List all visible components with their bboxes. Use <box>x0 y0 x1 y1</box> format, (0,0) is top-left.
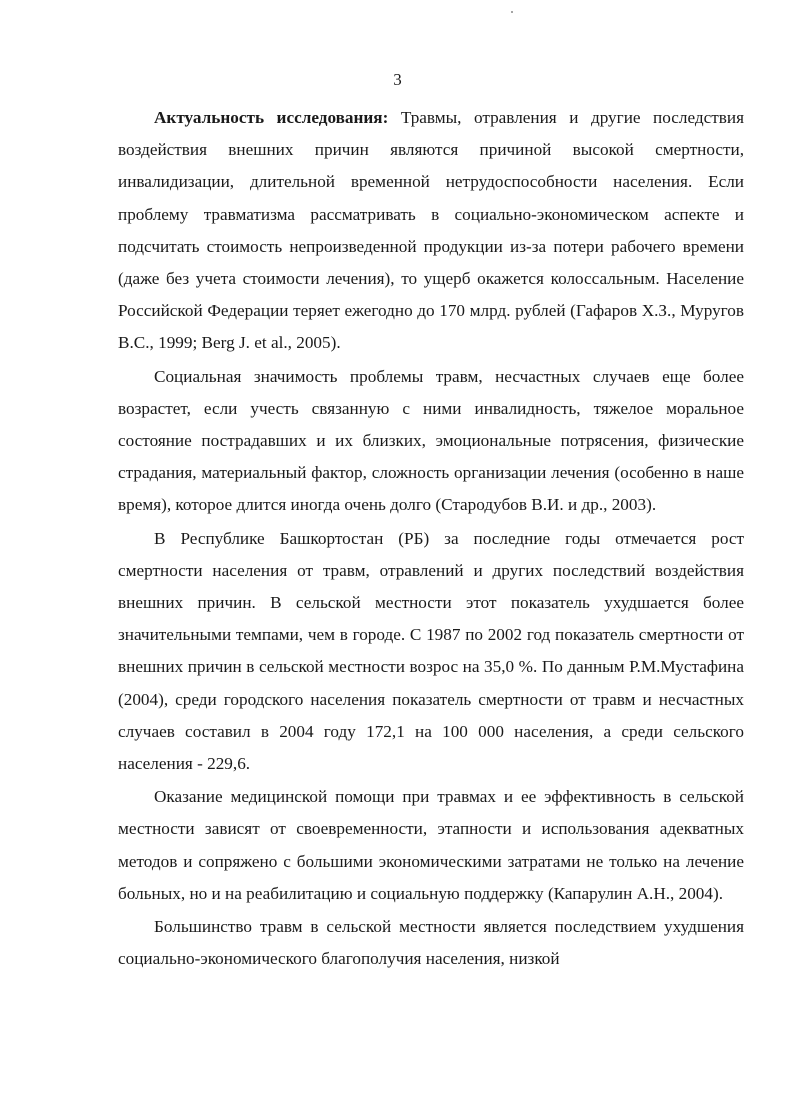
paragraph-bashkortostan: В Республике Башкортостан (РБ) за последние годы отмечается рост смертности населения от травм, отравлений и других последствий воздействия внешних причин. В сельской местности этот показатель ухудшается более значительными темпами, чем в городе. С 1987 по 2002 год показатель смертности от внешних причин в сельской местности возрос на 35,0 %. По данным Р.М.Мустафина (2004), среди городского населения показатель смертности от травм и несчастных случаев составил в 2004 году 172,1 на 100 000 населения, а среди сельского населения - 229,6. <box>118 528 744 774</box>
paragraph-social-significance: Социальная значимость проблемы травм, несчастных случаев еще более возрастет, если учесть связанную с ними инвалидность, тяжелое моральное состояние пострадавших и их близких, эмоциональные потрясения, физические страдания, материальный фактор, сложность организации лечения (особенно в наше время), которое длится иногда очень долго (Стародубов В.И. и др., 2003). <box>118 366 744 515</box>
scan-speck <box>511 11 513 13</box>
paragraph-lead: Актуальность исследования: <box>154 108 389 127</box>
paragraph-medical-care: Оказание медицинской помощи при травмах и ее эффективность в сельской местности зависят от своевременности, этапности и использования адекватных методов и сопряжено с большими экономическими затратами не только на лечение больных, но и на реабилитацию и социальную поддержку (Капарулин А.Н., 2004). <box>118 787 744 903</box>
paragraph-rural-injuries: Большинство травм в сельской местности является последствием ухудшения социально-экономического благополучия населения, низкой <box>118 917 744 969</box>
body-text <box>118 102 744 975</box>
paragraph-relevance <box>118 102 744 360</box>
paragraph-text: Травмы, отравления и другие последствия воздействия внешних причин являются причиной высокой смертности, инвалидизации, длительной временной нетрудоспособности населения. Если проблему травматизма рассматривать в социально-экономическом аспекте и подсчитать стоимость непроизведенной продукции из-за потери рабочего времени (даже без учета стоимости лечения), то ущерб окажется колоссальным. Население Российской Федерации теряет ежегодно до 170 млрд. рублей (Гафаров Х.З., Муругов В.С., 1999; Berg J. et al., 2005). <box>118 108 744 353</box>
page-number: 3 <box>393 70 402 89</box>
